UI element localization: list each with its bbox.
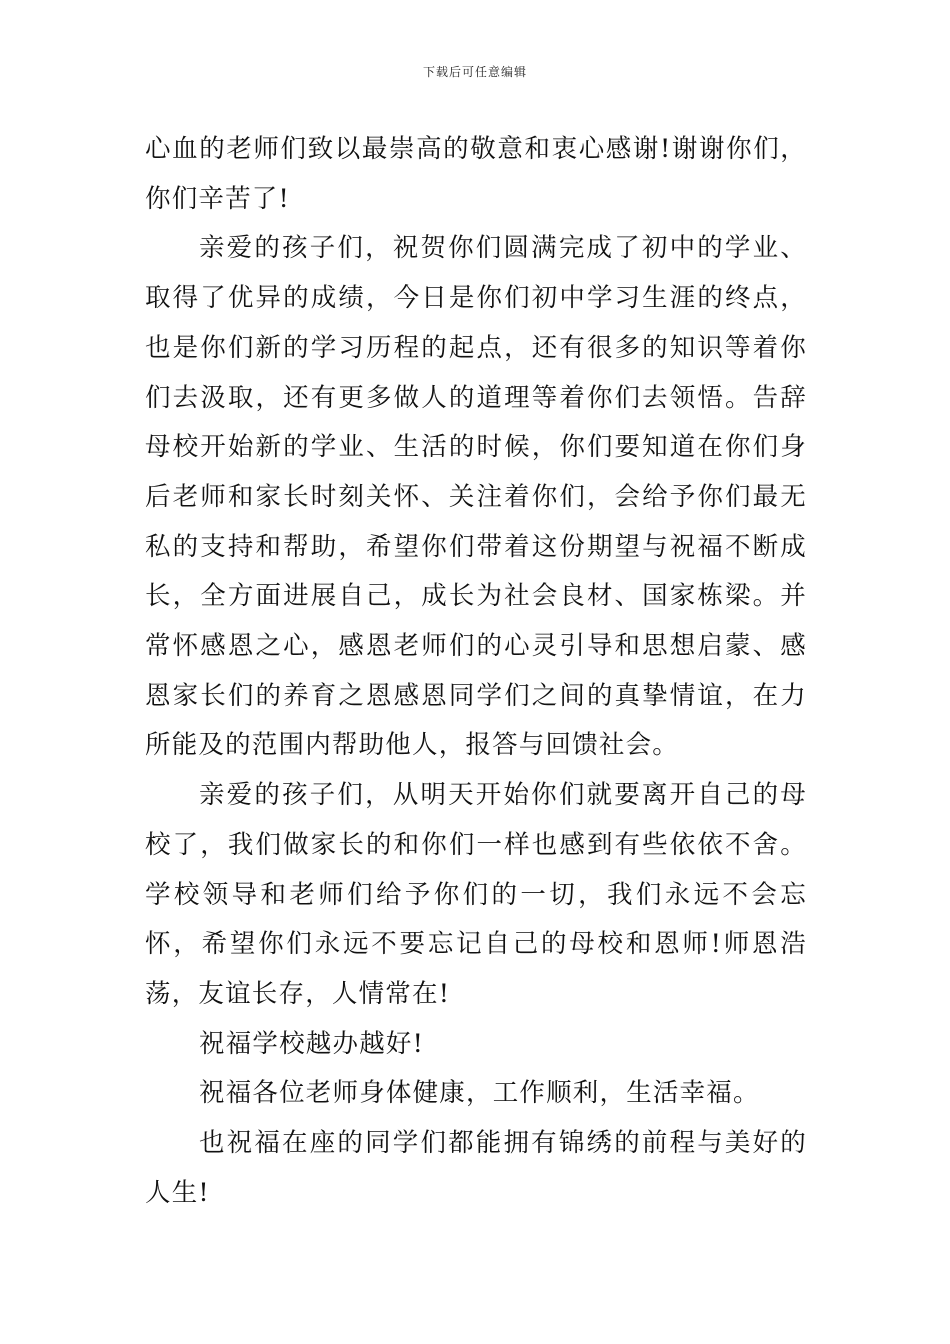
paragraph-wish-students: 也祝福在座的同学们都能拥有锦绣的前程与美好的人生! <box>145 1128 807 1208</box>
document-body <box>145 125 807 1218</box>
page-header-note: 下载后可任意编辑 <box>422 65 527 79</box>
paragraph-closing-thanks: 心血的老师们致以最崇高的敬意和衷心感谢!谢谢你们，你们辛苦了! <box>145 134 807 214</box>
paragraph-congratulations: 亲爱的孩子们，祝贺你们圆满完成了初中的学业、取得了优异的成绩，今日是你们初中学习生涯的终点，也是你们新的学习历程的起点，还有很多的知识等着你们去汲取，还有更多做人的道理等着你们去领悟。告辞母校开始新的学业、生活的时候，你们要知道在你们身后老师和家长时刻关怀、关注着你们，会给予你们最无私的支持和帮助，希望你们带着这份期望与祝福不断成长，全方面进展自己，成长为社会良材、国家栋梁。并常怀感恩之心，感恩老师们的心灵引导和思想启蒙、感恩家长们的养育之恩感恩同学们之间的真挚情谊，在力所能及的范围内帮助他人，报答与回馈社会。 <box>145 233 807 761</box>
paragraph-wish-teachers: 祝福各位老师身体健康，工作顺利，生活幸福。 <box>199 1078 760 1109</box>
paragraph-farewell: 亲爱的孩子们，从明天开始你们就要离开自己的母校了，我们做家长的和你们一样也感到有些依依不舍。学校领导和老师们给予你们的一切，我们永远不会忘怀，希望你们永远不要忘记自己的母校和恩师!师恩浩荡，友谊长存，人情常在! <box>145 780 807 1009</box>
paragraph-wish-school: 祝福学校越办越好! <box>199 1028 425 1059</box>
